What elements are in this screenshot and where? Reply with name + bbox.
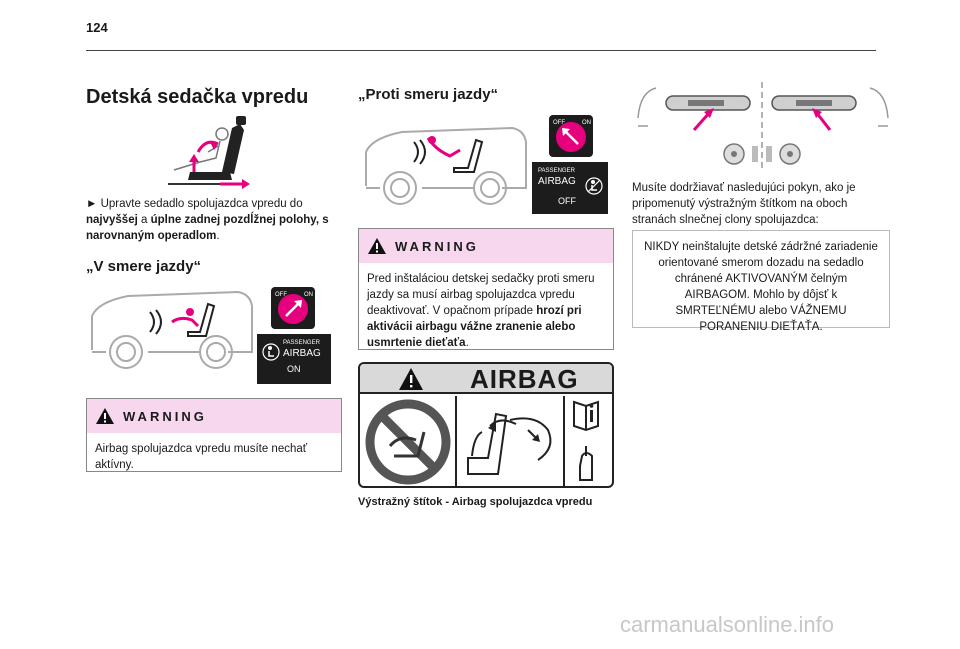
warning-header xyxy=(87,399,341,433)
sun-visor-instruction: Musíte dodržiavať nasledujúci pokyn, ako je pripomenutý výstražným štítkom na oboch stranách slnečnej clony spolujazdca: xyxy=(632,182,856,226)
airbag-label-header xyxy=(360,364,612,394)
watermark: carmanualsonline.info xyxy=(620,612,835,637)
warning-header xyxy=(359,229,613,263)
passenger-airbag-on-label: PASSENGER AIRBAG ON xyxy=(257,334,331,384)
warning-title: WARNING xyxy=(123,408,207,424)
warning-title: WARNING xyxy=(395,238,479,254)
warning-triangle-icon xyxy=(398,367,424,391)
warning-box xyxy=(358,228,614,350)
svg-text:OFF: OFF xyxy=(275,292,287,298)
forward-facing-heading: „V smere jazdy“ xyxy=(86,258,202,275)
steering-wheel-icon xyxy=(724,144,744,164)
airbag-switch-on-icon xyxy=(270,286,316,330)
airbag-switch-off-icon xyxy=(548,114,594,158)
airbag-warning-label xyxy=(358,362,614,488)
seat-person-crossed-icon xyxy=(584,176,604,196)
steering-wheel-icon xyxy=(780,144,800,164)
warning-box xyxy=(86,398,342,472)
read-manual-icon xyxy=(574,402,598,480)
warning-triangle-icon xyxy=(367,237,387,255)
danger-notice: NIKDY neinštalujte detské zádržné zariadenie orientované smerom dozadu na sedadlo chránené AKTIVOVANÝM čelným AIRBAGOM. Mohlo by dôjsť k SMRTEĽNÉMU alebo VÁŽNEMU PORANENIU DIEŤAŤA. xyxy=(632,230,890,328)
seat-instruction: ► Upravte sedadlo spolujazdca vpredu do najvyššej a úplne zadnej pozdĺžnej polohy, s narovnaným operadlom. xyxy=(86,198,329,242)
airbag-label-pictograms xyxy=(360,396,612,486)
svg-text:ON: ON xyxy=(582,120,591,126)
car-forward-facing-illustration xyxy=(88,286,254,372)
seat-person-icon xyxy=(261,342,281,362)
page-number: 124 xyxy=(86,20,108,35)
warning-triangle-icon xyxy=(95,407,115,425)
warning-text: Pred inštaláciou detskej sedačky proti smeru jazdy sa musí airbag spolujazdca vpredu deaktivovať. V opačnom prípade hrozí pri aktivácii airbagu vážne zranenie alebo usmrtenie dieťaťa. xyxy=(367,273,595,349)
no-rear-facing-seat-icon xyxy=(370,404,446,480)
airbag-label-caption: Výstražný štítok - Airbag spolujazdca vpredu xyxy=(358,496,593,508)
seat-adjust-illustration xyxy=(160,114,252,190)
sun-visor-labels-illustration xyxy=(636,78,890,170)
section-title: Detská sedačka vpredu xyxy=(86,86,309,108)
rear-facing-heading: „Proti smeru jazdy“ xyxy=(358,86,499,103)
car-rear-facing-illustration xyxy=(362,122,528,208)
svg-text:ON: ON xyxy=(304,292,313,298)
seat-airbag-deploy-icon xyxy=(468,414,550,474)
header-divider xyxy=(86,50,876,51)
airbag-label-title: AIRBAG xyxy=(470,364,579,394)
warning-text: Airbag spolujazdca vpredu musíte nechať aktívny. xyxy=(95,443,308,471)
passenger-airbag-off-label: PASSENGER AIRBAG OFF xyxy=(532,162,608,214)
svg-text:OFF: OFF xyxy=(553,120,565,126)
